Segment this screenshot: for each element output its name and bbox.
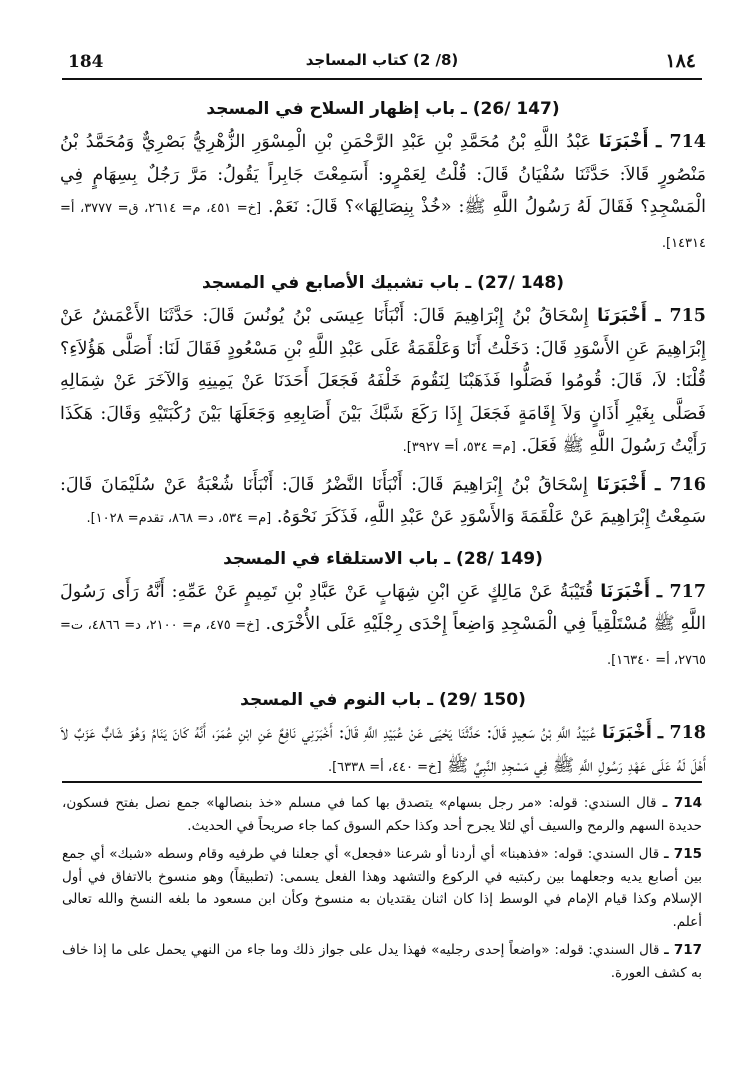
hadith-lead: أَخْبَرَنَا <box>597 306 647 326</box>
page-number-latin: 184 <box>68 52 104 72</box>
hadith-714 <box>60 126 706 260</box>
footnote-number: 714 ـ <box>662 795 702 811</box>
hadith-number: 715 ـ <box>655 306 706 326</box>
hadith-text: إِسْحَاقُ بْنُ إِبْرَاهِيمَ قَالَ: أَنْبَأَنَا عِيسَى بْنُ يُونُسَ قَالَ: حَدَّثَنَا الأَعْمَشُ عَنْ إِبْرَاهِيمَ عَنِ الأَسْوَدِ قَالَ: دَخَلْتُ أَنَا وَعَلْقَمَةُ عَلَى عَبْدِ اللَّهِ بْنِ مَسْعُودٍ فَقَالَ لَنَا: أَصَلَّى هَؤُلاَءِ؟ قُلْنَا: لاَ، قَالَ: قُومُوا فَصَلُّوا فَذَهَبْنَا لِنَقُومَ خَلْفَهُ فَجَعَلَ أَحَدَنَا عَنْ يَمِينِهِ وَالآخَرَ عَنْ شِمَالِهِ فَصَلَّى بِغَيْرِ أَذَانٍ وَلاَ إِقَامَةٍ فَجَعَلَ إِذَا رَكَعَ شَبَّكَ بَيْنَ أَصَابِعِهِ وَجَعَلَهَا بَيْنَ رُكْبَتَيْهِ وَقَالَ: هَكَذَا رَأَيْتُ رَسُولَ اللَّهِ ﷺ فَعَلَ. <box>60 306 706 456</box>
hadith-number: 718 ـ <box>657 723 706 743</box>
hadith-text: عَبْدُ اللَّهِ بْنُ مُحَمَّدِ بْنِ عَبْدِ الرَّحْمَنِ بْنِ الْمِسْوَرِ الزُّهْرِيُّ بَصْرِيٌّ وَمُحَمَّدُ بْنُ مَنْصُورٍ قَالاَ: حَدَّثَنَا سُفْيَانُ قَالَ: قُلْتُ لِعَمْرٍو: أَسَمِعْتَ جَابِراً يَقُولُ: مَرَّ رَجُلٌ بِسِهَامٍ فِي الْمَسْجِدِ؟ فَقَالَ لَهُ رَسُولُ اللَّهِ ﷺ: «خُذْ بِنِصَالِهَا»؟ قَالَ: نَعَمْ. <box>60 132 706 217</box>
chapter-heading: (150 /29) ـ باب النوم في المسجد <box>240 690 526 710</box>
hadith-lead: أَخْبَرَنَا <box>602 723 652 743</box>
running-title: (8/ 2) كتاب المساجد <box>305 51 459 69</box>
footnote-text: قال السندي: قوله: «مر رجل بسهام» يتصدق بها كما في مسلم «خذ بنصالها» جمع نصل بفتح فسكون، حديدة السهم والرمح والسيف أي لئلا يجرح أحد وكذا حكم السوق كما جاء صريحاً في الحديث. <box>62 795 702 834</box>
footnote-text: قال السندي: قوله: «فذهبنا» أي أردنا أو شرعنا «فجعل» أي جعلنا في طرفيه وقام وسطه «شبك» أي جمع بين أصابع يديه وجعلهما بين ركبتيه في الركوع والتشهد وهذا الفعل يسمى: (تطبيقاً) وهو منسوخ بالاتفاق في أول الإسلام وكذا قيام الإمام في الوسط إذا كان اثنان يقتديان به منسوخ وكأن ابن مسعود ما بلغه النسخ والله تعالى أعلم. <box>62 846 702 930</box>
hadith-text: قُتَيْبَةُ عَنْ مَالِكٍ عَنِ ابْنِ شِهَابٍ عَنْ عَبَّادِ بْنِ تَمِيمٍ عَنْ عَمِّهِ: أَنَّهُ رَأَى رَسُولَ اللَّهِ ﷺ مُسْتَلْقِياً فِي الْمَسْجِدِ وَاضِعاً إِحْدَى رِجْلَيْهِ عَلَى الأُخْرَى. <box>60 581 706 634</box>
footnote-714 <box>62 792 702 837</box>
hadith-number: 717 ـ <box>656 581 706 602</box>
main-text <box>60 96 706 788</box>
footnote-text: قال السندي: قوله: «واضعاً إحدى رجليه» فهذا يدل على جواز ذلك وما جاء من النهي يحمل على ما إذا خاف به كشف العورة. <box>62 942 702 981</box>
hadith-lead: أَخْبَرَنَا <box>596 474 647 495</box>
chapter-heading: (149 /28) ـ باب الاستلقاء في المسجد <box>223 548 543 569</box>
hadith-text: إِسْحَاقُ بْنُ إِبْرَاهِيمَ قَالَ: أَنْبَأَنَا النَّضْرُ قَالَ: أَنْبَأَنَا شُعْبَةُ عَنْ سُلَيْمَانَ قَالَ: سَمِعْتُ إِبْرَاهِيمَ عَنْ عَلْقَمَةَ وَالأَسْوَدِ عَنْ عَبْدِ اللَّهِ، فَذَكَرَ نَحْوَهُ. <box>60 474 706 527</box>
hadith-reference: [م= ٥٣٤، د= ٨٦٨، تقدم= ١٠٢٨]. <box>86 511 272 526</box>
hadith-number: 714 ـ <box>656 132 706 152</box>
hadith-text: عُبَيْدُ اللَّهِ بْنُ سَعِيدٍ قَالَ: حَدَّثَنَا يَحْيَى عَنْ عُبَيْدِ اللَّهِ قَالَ: أَخْبَرَنِي نَافِعٌ عَنِ ابْنِ عُمَرَ، أَنَّهُ كَانَ يَنَامُ وَهُوَ شَابٌّ عَزَبٌ لاَ أَهْلَ لَهُ عَلَى عَهْدِ رَسُولِ اللَّهِ ﷺ فِي مَسْجِدِ النَّبِيِّ ﷺ <box>60 723 706 776</box>
hadith-718 <box>60 717 706 784</box>
hadith-lead: أَخْبَرَنَا <box>600 581 650 602</box>
hadith-reference: [خ= ٤٤٠، أ= ٦٣٣٨]. <box>327 759 442 775</box>
footnote-number: 715 ـ <box>663 846 702 862</box>
page-header <box>62 48 702 80</box>
footnote-divider <box>62 781 702 783</box>
hadith-lead: أَخْبَرَنَا <box>598 132 649 152</box>
chapter-heading: (147 /26) ـ باب إظهار السلاح في المسجد <box>206 99 560 119</box>
hadith-reference: [خ= ٤٧٥، م= ٢١٠٠، د= ٤٨٦٦، ت= ٢٧٦٥، أ= ١٦٣٤٠]. <box>60 618 706 668</box>
footnote-717 <box>62 939 702 984</box>
hadith-number: 716 ـ <box>655 474 706 495</box>
hadith-715 <box>60 300 706 465</box>
footnote-715 <box>62 843 702 933</box>
footnotes <box>62 792 702 990</box>
hadith-reference: [خ= ٤٥١، م= ٢٦١٤، ق= ٣٧٧٧، أ= ١٤٣١٤]. <box>60 201 706 251</box>
chapter-heading: (148 /27) ـ باب تشبيك الأصابع في المسجد <box>201 273 565 293</box>
footnote-number: 717 ـ <box>664 942 702 958</box>
hadith-717 <box>60 576 706 678</box>
hadith-716 <box>60 469 706 536</box>
hadith-reference: [م= ٥٣٤، أ= ٣٩٢٧]. <box>402 440 516 455</box>
page-number-arabic: ١٨٤ <box>665 50 696 72</box>
